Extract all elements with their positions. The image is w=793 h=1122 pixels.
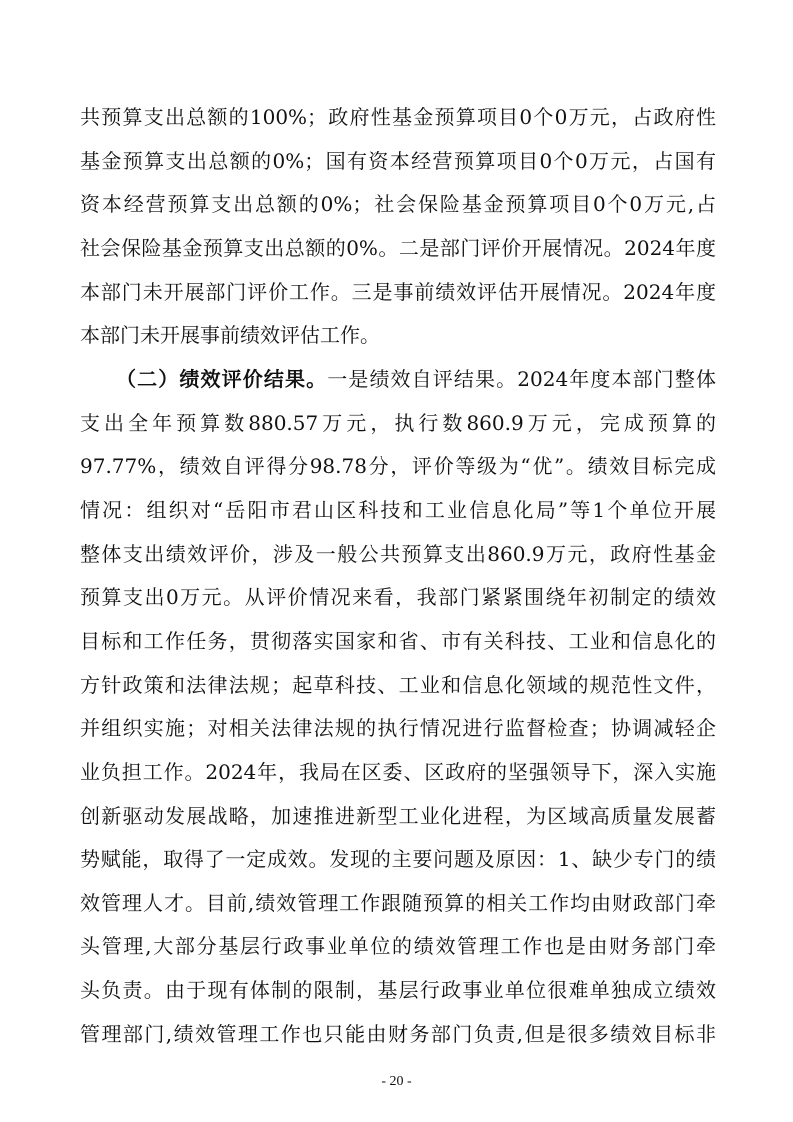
text-line: 头管理,大部分基层行政事业单位的绩效管理工作也是由财务部门牵 <box>80 934 716 959</box>
text-line: 本部门未开展部门评价工作。三是事前绩效评估开展情况。2024年度 <box>80 279 716 304</box>
section-first-line-text: 一是绩效自评结果。2024年度本部门整体 <box>327 366 717 391</box>
section-first-line <box>80 358 716 402</box>
text-line: 基金预算支出总额的0%；国有资本经营预算项目0个0万元，占国有 <box>80 148 716 173</box>
page-number: - 20 - <box>381 1074 412 1089</box>
text-line: 共预算支出总额的100%；政府性基金预算项目0个0万元，占政府性 <box>80 105 716 129</box>
text-line: 社会保险基金预算支出总额的0%。二是部门评价开展情况。2024年度 <box>80 235 716 260</box>
document-body <box>80 96 716 1056</box>
text-line: 管理部门,绩效管理工作也只能由财务部门负责,但是很多绩效目标非 <box>80 1021 716 1046</box>
text-line: 业负担工作。2024年，我局在区委、区政府的坚强领导下，深入实施 <box>80 759 716 784</box>
text-line: 97.77%，绩效自评得分98.78分，评价等级为“优”。绩效目标完成 <box>80 454 716 479</box>
text-line: 预算支出0万元。从评价情况来看，我部门紧紧围绕年初制定的绩效 <box>80 585 716 610</box>
text-line: 方针政策和法律法规；起草科技、工业和信息化领域的规范性文件， <box>80 672 716 697</box>
text-line: 资本经营预算支出总额的0%；社会保险基金预算项目0个0万元,占 <box>80 192 716 217</box>
text-line: 支出全年预算数880.57万元，执行数860.9万元，完成预算的 <box>80 410 716 435</box>
text-line: 效管理人才。目前,绩效管理工作跟随预算的相关工作均由财政部门牵 <box>80 890 716 915</box>
text-line: 并组织实施；对相关法律法规的执行情况进行监督检查；协调减轻企 <box>80 716 716 741</box>
text-line: 情况：组织对“岳阳市君山区科技和工业信息化局”等1个单位开展 <box>80 497 716 522</box>
text-line: 目标和工作任务，贯彻落实国家和省、市有关科技、工业和信息化的 <box>80 628 716 653</box>
section-heading: （二）绩效评价结果。 <box>116 366 328 391</box>
text-line: 本部门未开展事前绩效评估工作。 <box>80 323 380 348</box>
text-line: 头负责。由于现有体制的限制，基层行政事业单位很难单独成立绩效 <box>80 978 716 1003</box>
text-line: 创新驱动发展战略，加速推进新型工业化进程，为区域高质量发展蓄 <box>80 803 716 828</box>
text-line: 势赋能，取得了一定成效。发现的主要问题及原因：1、缺少专门的绩 <box>80 847 716 872</box>
text-line: 整体支出绩效评价，涉及一般公共预算支出860.9万元，政府性基金 <box>80 541 716 566</box>
